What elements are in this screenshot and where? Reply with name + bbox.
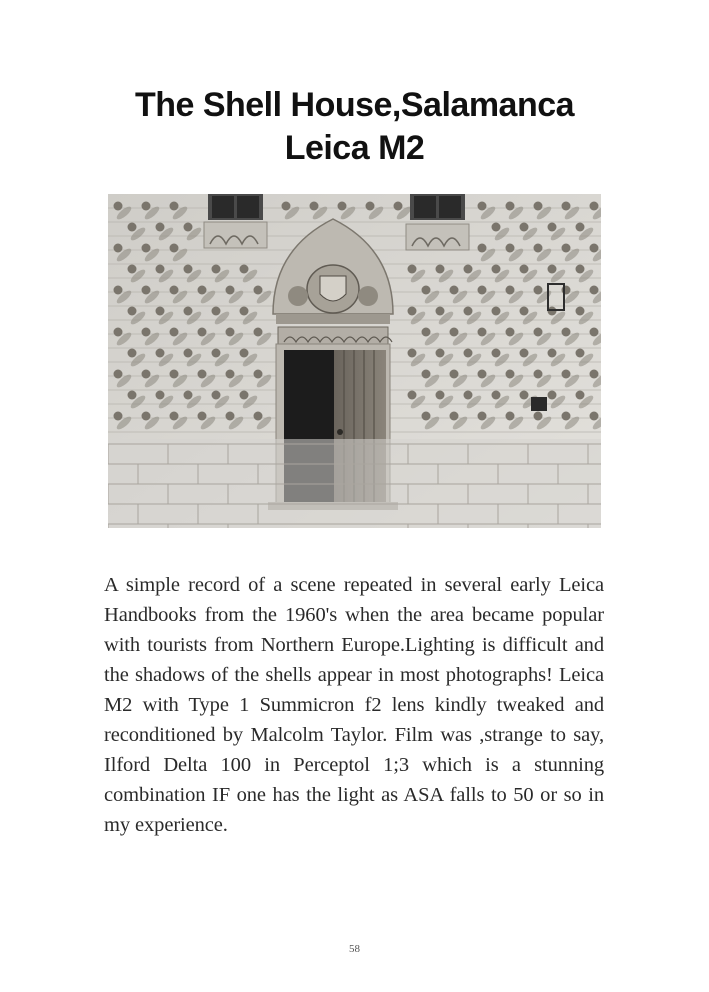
small-window: [531, 397, 547, 411]
photo-description: A simple record of a scene repeated in several early Leica Handbooks from the 1960's when the area became popular with tourists from Northern Europe.Lighting is difficult and the shadows of the shells appear in most photographs! Leica M2 with Type 1 Summicron f2 lens kindly tweaked and reconditioned by Malcolm Taylor. Film was ,strange to say, Ilford Delta 100 in Perceptol 1;3 which is a stunning combination IF one has the light as ASA falls to 50 or so in my experience.: [104, 574, 604, 836]
page-title: [0, 84, 709, 170]
title-line-1: The Shell House,Salamanca: [134, 86, 575, 124]
shell-house-photo: [108, 194, 601, 528]
title-line-2: Leica M2: [284, 129, 425, 167]
page-number: 58: [349, 943, 360, 955]
